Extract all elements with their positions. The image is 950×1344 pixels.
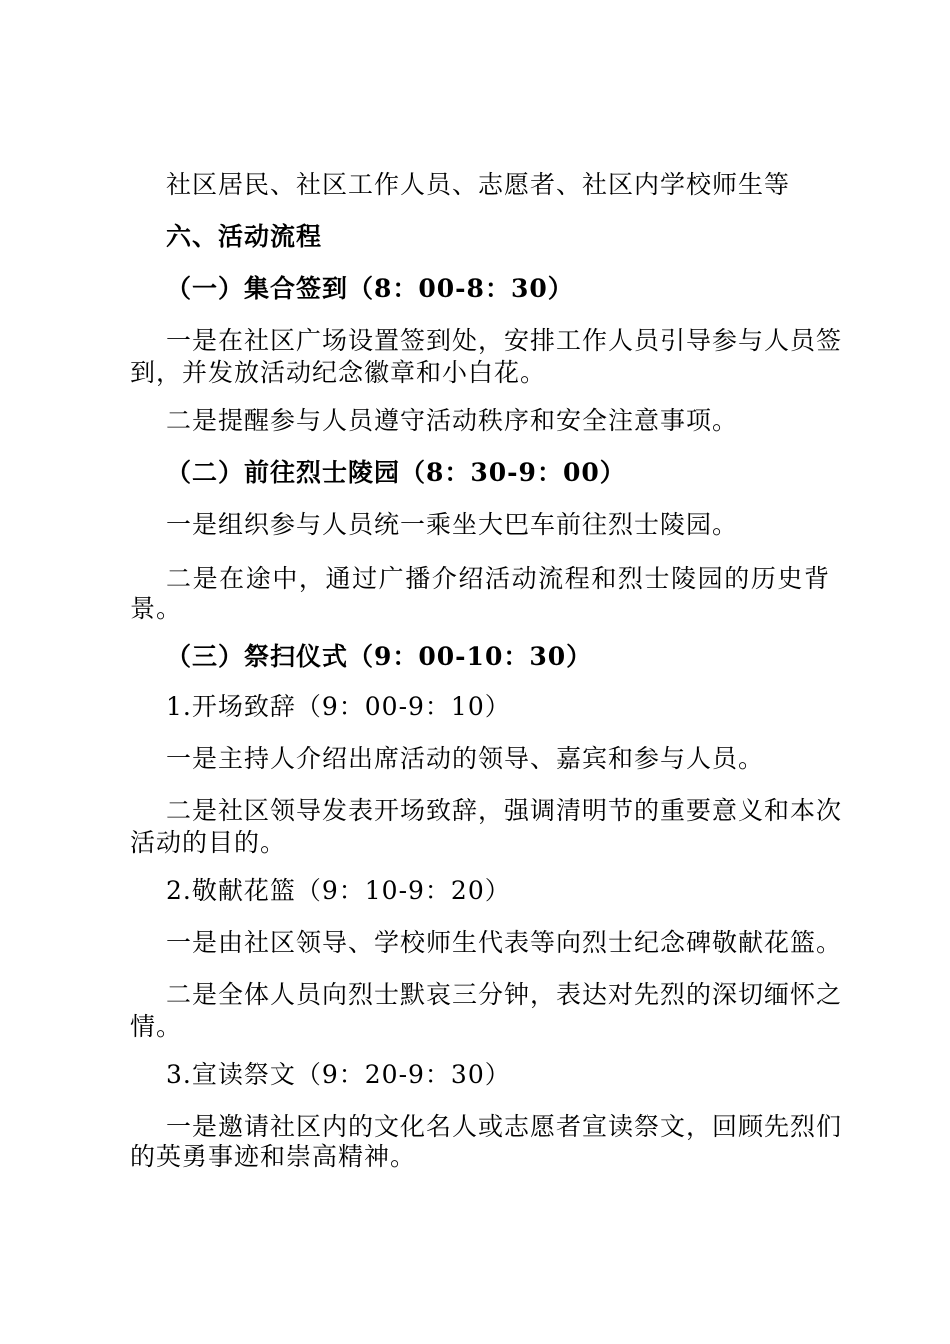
paragraph-flower-basket-2-line1: 二是全体人员向烈士默哀三分钟，表达对先烈的深切缅怀之	[166, 980, 843, 1009]
paragraph-sign-in-2: 二是提醒参与人员遵守活动秩序和安全注意事项。	[166, 406, 739, 435]
paragraph-sign-in-1-line1: 一是在社区广场设置签到处，安排工作人员引导参与人员签	[166, 326, 843, 355]
paragraph-opening-2-line1: 二是社区领导发表开场致辞，强调清明节的重要意义和本次	[166, 796, 843, 825]
paragraph-flower-basket-1: 一是由社区领导、学校师生代表等向烈士纪念碑敬献花篮。	[166, 928, 843, 957]
subsection-title-flower-basket: 2.敬献花篮（9：10-9：20）	[166, 876, 511, 905]
section-heading-activity-process: 六、活动流程	[166, 222, 323, 251]
paragraph-opening-2-line2: 活动的目的。	[130, 828, 287, 857]
participants-text: 社区居民、社区工作人员、志愿者、社区内学校师生等	[166, 170, 791, 199]
paragraph-eulogy-1-line1: 一是邀请社区内的文化名人或志愿者宣读祭文，回顾先烈们	[166, 1112, 843, 1141]
step-heading-sign-in: （一）集合签到（8：00-8：30）	[166, 274, 574, 303]
subsection-title-opening-speech: 1.开场致辞（9：00-9：10）	[166, 692, 511, 721]
step-heading-go-to-cemetery: （二）前往烈士陵园（8：30-9：00）	[166, 458, 626, 487]
paragraph-eulogy-1-line2: 的英勇事迹和崇高精神。	[130, 1142, 417, 1171]
step-heading-memorial-ceremony: （三）祭扫仪式（9：00-10：30）	[166, 642, 593, 671]
paragraph-cemetery-2-line2: 景。	[130, 594, 183, 623]
paragraph-flower-basket-2-line2: 情。	[130, 1012, 183, 1041]
paragraph-opening-1: 一是主持人介绍出席活动的领导、嘉宾和参与人员。	[166, 744, 765, 773]
paragraph-sign-in-1-line2: 到，并发放活动纪念徽章和小白花。	[130, 358, 547, 387]
paragraph-cemetery-2-line1: 二是在途中，通过广播介绍活动流程和烈士陵园的历史背	[166, 564, 830, 593]
paragraph-cemetery-1: 一是组织参与人员统一乘坐大巴车前往烈士陵园。	[166, 510, 739, 539]
subsection-title-read-eulogy: 3.宣读祭文（9：20-9：30）	[166, 1060, 511, 1089]
